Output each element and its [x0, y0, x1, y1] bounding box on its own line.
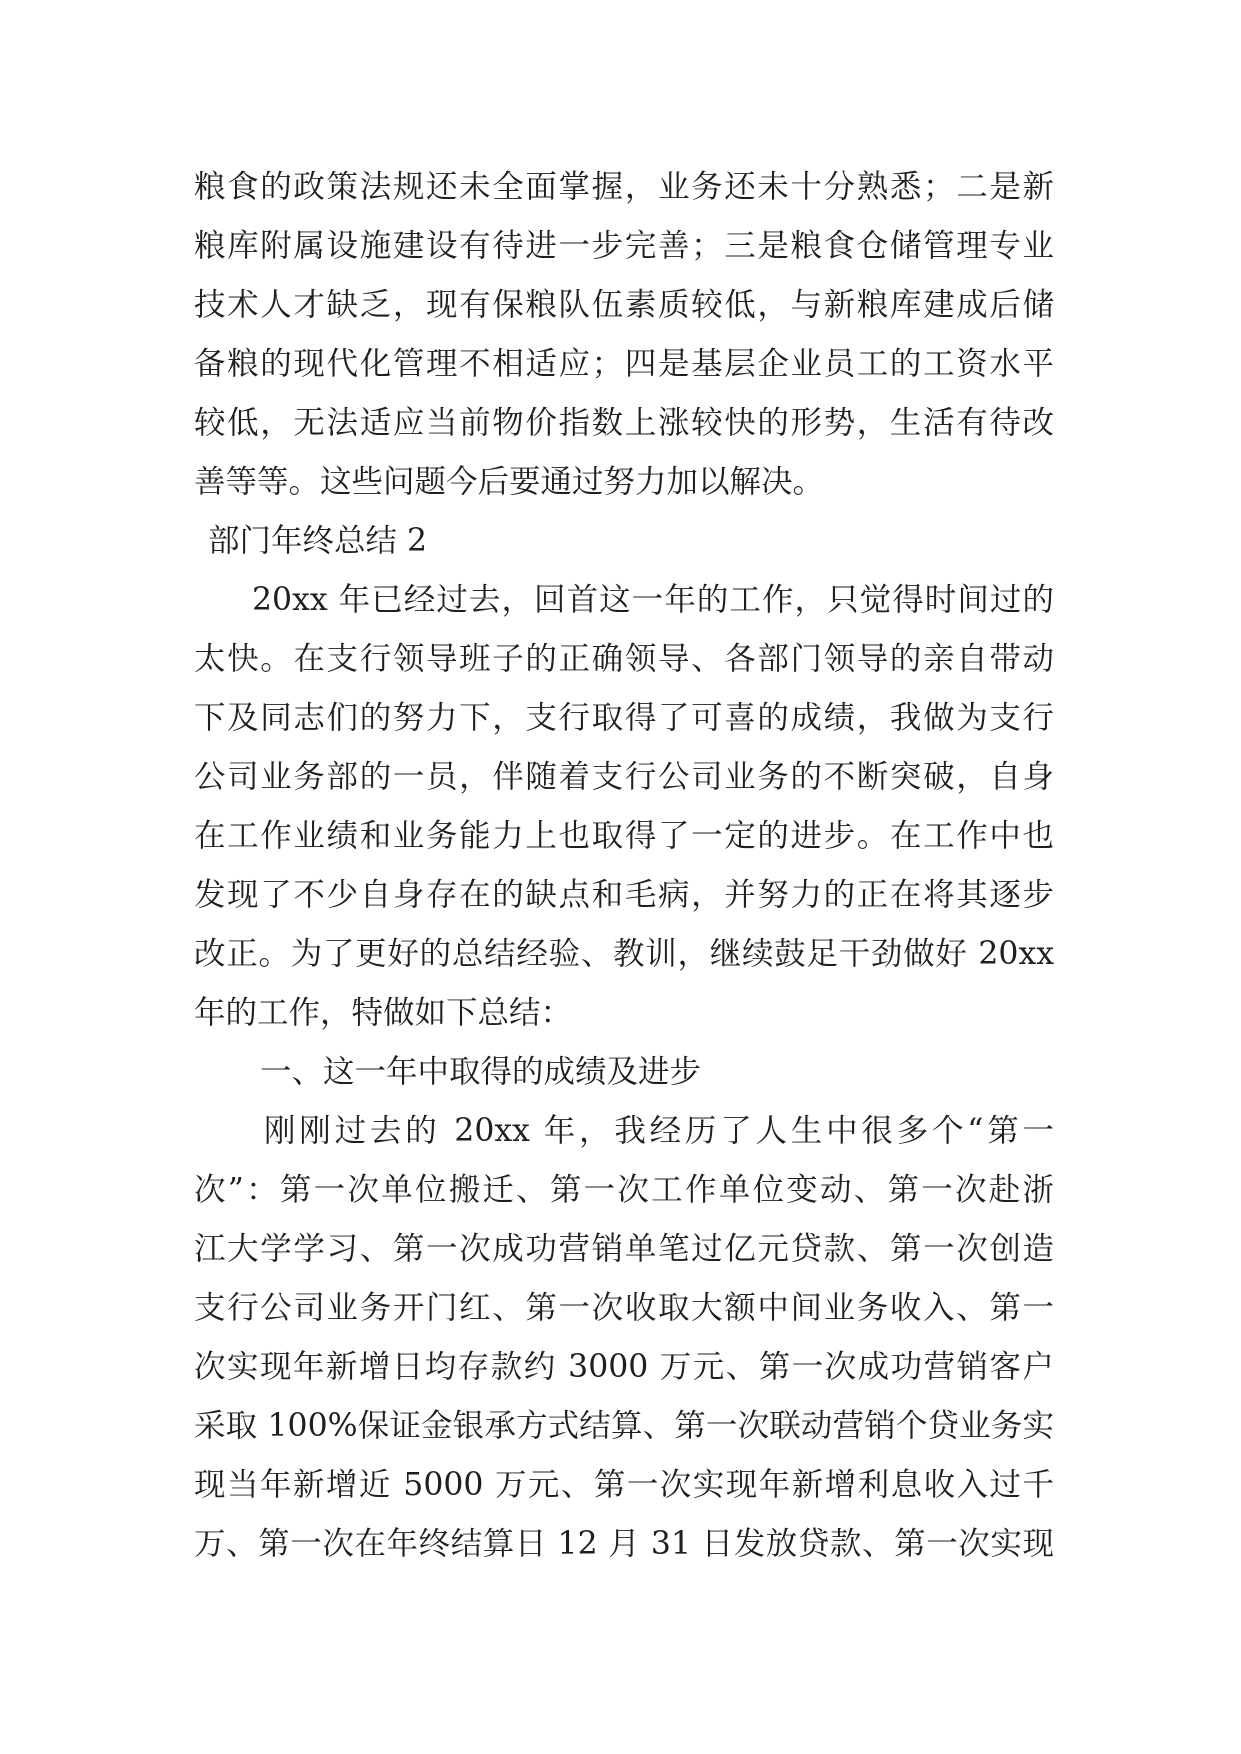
paragraph-2-line-2: 太快。在支行领导班子的正确领导、各部门领导的亲自带动 — [194, 641, 1054, 677]
paragraph-1-line-6: 善等等。这些问题今后要通过努力加以解决。 — [194, 464, 825, 500]
paragraph-3-line-4: 支行公司业务开门红、第一次收取大额中间业务收入、第一 — [194, 1290, 1054, 1326]
document-body — [194, 158, 1054, 1574]
paragraph-3-line-3: 江大学学习、第一次成功营销单笔过亿元贷款、第一次创造 — [194, 1231, 1054, 1267]
paragraph-1-line-5: 较低，无法适应当前物价指数上涨较快的形势，生活有待改 — [194, 405, 1054, 441]
paragraph-1-line-3: 技术人才缺乏，现有保粮队伍素质较低，与新粮库建成后储 — [194, 287, 1054, 323]
paragraph-2-line-8: 年的工作，特做如下总结： — [194, 995, 573, 1031]
subheading: 一、这一年中取得的成绩及进步 — [260, 1054, 702, 1090]
paragraph-2-line-4: 公司业务部的一员，伴随着支行公司业务的不断突破，自身 — [194, 759, 1054, 795]
paragraph-2-line-6: 发现了不少自身存在的缺点和毛病，并努力的正在将其逐步 — [194, 877, 1054, 913]
paragraph-3-line-2: 次”：第一次单位搬迁、第一次工作单位变动、第一次赴浙 — [194, 1172, 1054, 1208]
paragraph-3-line-6: 采取 100%保证金银承方式结算、第一次联动营销个贷业务实 — [194, 1408, 1054, 1444]
paragraph-2-line-1: 20xx 年已经过去，回首这一年的工作，只觉得时间过的 — [252, 582, 1054, 618]
paragraph-1-line-1: 粮食的政策法规还未全面掌握，业务还未十分熟悉；二是新 — [194, 169, 1054, 205]
paragraph-2-line-5: 在工作业绩和业务能力上也取得了一定的进步。在工作中也 — [194, 818, 1054, 854]
paragraph-1-line-4: 备粮的现代化管理不相适应；四是基层企业员工的工资水平 — [194, 346, 1054, 382]
paragraph-3-line-8: 万、第一次在年终结算日 12 月 31 日发放贷款、第一次实现 — [194, 1526, 1054, 1562]
paragraph-3-line-1: 刚刚过去的 20xx 年，我经历了人生中很多个“第一 — [264, 1113, 1054, 1149]
paragraph-2-line-3: 下及同志们的努力下，支行取得了可喜的成绩，我做为支行 — [194, 700, 1054, 736]
paragraph-3-line-5: 次实现年新增日均存款约 3000 万元、第一次成功营销客户 — [194, 1349, 1054, 1385]
paragraph-3-line-7: 现当年新增近 5000 万元、第一次实现年新增利息收入过千 — [194, 1467, 1054, 1503]
section-title: 部门年终总结 2 — [208, 523, 428, 559]
paragraph-2-line-7: 改正。为了更好的总结经验、教训，继续鼓足干劲做好 20xx — [194, 936, 1054, 972]
paragraph-1-line-2: 粮库附属设施建设有待进一步完善；三是粮食仓储管理专业 — [194, 228, 1054, 264]
